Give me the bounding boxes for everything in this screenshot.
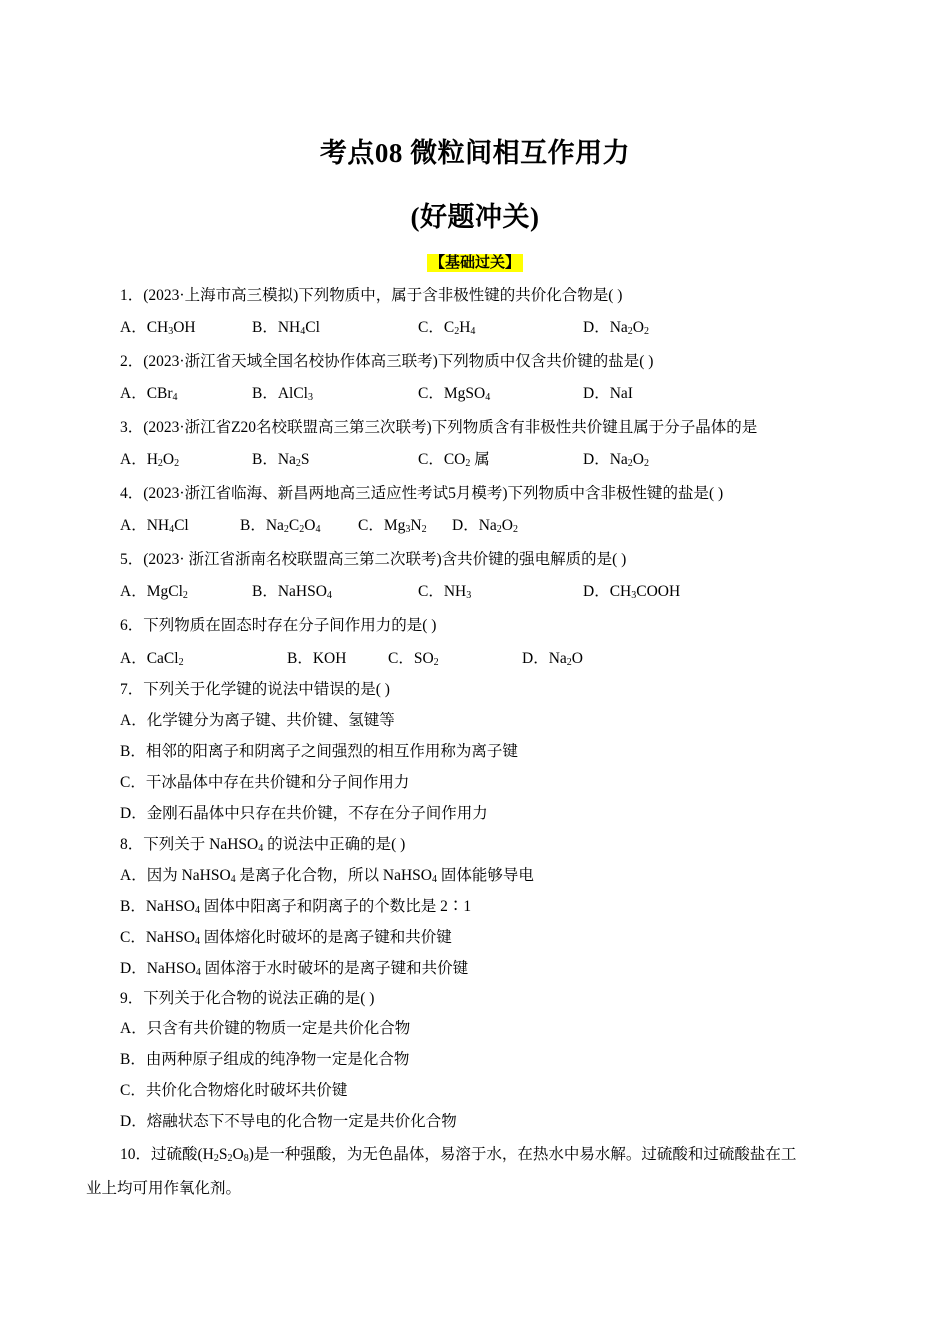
- q6-option-b: B．KOH: [287, 650, 347, 667]
- q1-option-b: B．$NH_4Cl$: [252, 319, 320, 337]
- q6-option-d: D．$Na_2O$: [522, 650, 583, 668]
- q5-option-d: D．$CH_3COOH$: [583, 583, 681, 601]
- q3-option-c: C．$CO_2$ 属: [418, 451, 490, 469]
- q9-option-a: A．只含有共价键的物质一定是共价化合物: [120, 1020, 411, 1037]
- page-title: 考点08 微粒间相互作用力: [319, 138, 631, 168]
- section-heading: [0, 251, 950, 272]
- q3-option-a: A．$H_2O_2$: [120, 451, 180, 469]
- q4-option-d: D．$Na_2O_2$: [452, 517, 518, 535]
- q7-option-d: D．金刚石晶体中只存在共价键，不存在分子间作用力: [120, 805, 488, 822]
- q9-option-d: D．熔融状态下不导电的化合物一定是共价化合物: [120, 1113, 457, 1130]
- q3-option-b: B．$Na_2S$: [252, 451, 310, 469]
- question-3: 3．(2023·浙江省Z20名校联盟高三第三次联考)下列物质含有非极性共价键且属于分子晶体的是: [120, 419, 758, 436]
- q8-option-b: B．NaHSO$_4$ 固体中阳离子和阴离子的个数比是 2∶1: [120, 898, 472, 916]
- q7-option-b: B．相邻的阳离子和阴离子之间强烈的相互作用称为离子键: [120, 743, 518, 760]
- q4-option-a: A．$NH_4Cl$: [120, 517, 189, 535]
- q2-option-a: A．CBr$_4$: [120, 385, 178, 403]
- section-label: 【基础过关】: [427, 254, 523, 272]
- q8-option-a: A．因为 NaHSO$_4$ 是离子化合物，所以 NaHSO$_4$ 固体能够导电: [120, 867, 534, 885]
- question-9: 9．下列关于化合物的说法正确的是( ): [120, 990, 375, 1007]
- q1-option-d: D．$Na_2O_2$: [583, 319, 649, 337]
- q1-option-c: C．$C_2H_4$: [418, 319, 476, 337]
- q8-option-c: C．NaHSO$_4$ 固体熔化时破坏的是离子键和共价键: [120, 929, 452, 947]
- question-6: 6．下列物质在固态时存在分子间作用力的是( ): [120, 617, 437, 634]
- q6-option-c: C．$SO_2$: [388, 650, 439, 668]
- question-5: 5．(2023· 浙江省浙南名校联盟高三第二次联考)含共价键的强电解质的是( ): [120, 551, 627, 568]
- q2-option-c: C．MgSO$_4$: [418, 385, 491, 403]
- q3-option-d: D．$Na_2O_2$: [583, 451, 649, 469]
- q8-option-d: D．NaHSO$_4$ 固体溶于水时破坏的是离子键和共价键: [120, 960, 469, 978]
- q5-option-a: A．MgCl$_2$: [120, 583, 188, 601]
- q5-option-b: B．NaHSO$_4$: [252, 583, 332, 601]
- q4-option-b: B．$Na_2C_2O_4$: [240, 517, 321, 535]
- q6-option-a: A．CaCl$_2$: [120, 650, 184, 668]
- question-10-line-1: 10．过硫酸$(H_2S_2O_8)$是一种强酸，为无色晶体，易溶于水，在热水中易水解。过硫酸和过硫酸盐在工: [120, 1146, 797, 1164]
- q7-option-c: C．干冰晶体中存在共价键和分子间作用力: [120, 774, 410, 791]
- q9-option-b: B．由两种原子组成的纯净物一定是化合物: [120, 1051, 410, 1068]
- question-1: 1．(2023·上海市高三模拟)下列物质中，属于含非极性键的共价化合物是( ): [120, 287, 623, 304]
- q9-option-c: C．共价化合物熔化时破坏共价键: [120, 1082, 348, 1099]
- question-2: 2．(2023·浙江省天域全国名校协作体高三联考)下列物质中仅含共价键的盐是( ): [120, 353, 654, 370]
- question-10-line-2: 业上均可用作氧化剂。: [86, 1180, 242, 1197]
- q2-option-b: B．AlCl$_3$: [252, 385, 313, 403]
- q7-option-a: A．化学键分为离子键、共价键、氢键等: [120, 712, 395, 729]
- q4-option-c: C．$Mg_3N_2$: [358, 517, 427, 535]
- question-8: 8．下列关于 NaHSO$_4$ 的说法中正确的是( ): [120, 836, 406, 854]
- q2-option-d: D．NaI: [583, 385, 633, 402]
- q1-option-a: A．$CH_3OH$: [120, 319, 196, 337]
- question-4: 4．(2023·浙江省临海、新昌两地高三适应性考试5月模考)下列物质中含非极性键的盐是( ): [120, 485, 724, 502]
- q5-option-c: C．$NH_3$: [418, 583, 472, 601]
- question-7: 7．下列关于化学键的说法中错误的是( ): [120, 681, 390, 698]
- page-subtitle: (好题冲关): [410, 202, 540, 232]
